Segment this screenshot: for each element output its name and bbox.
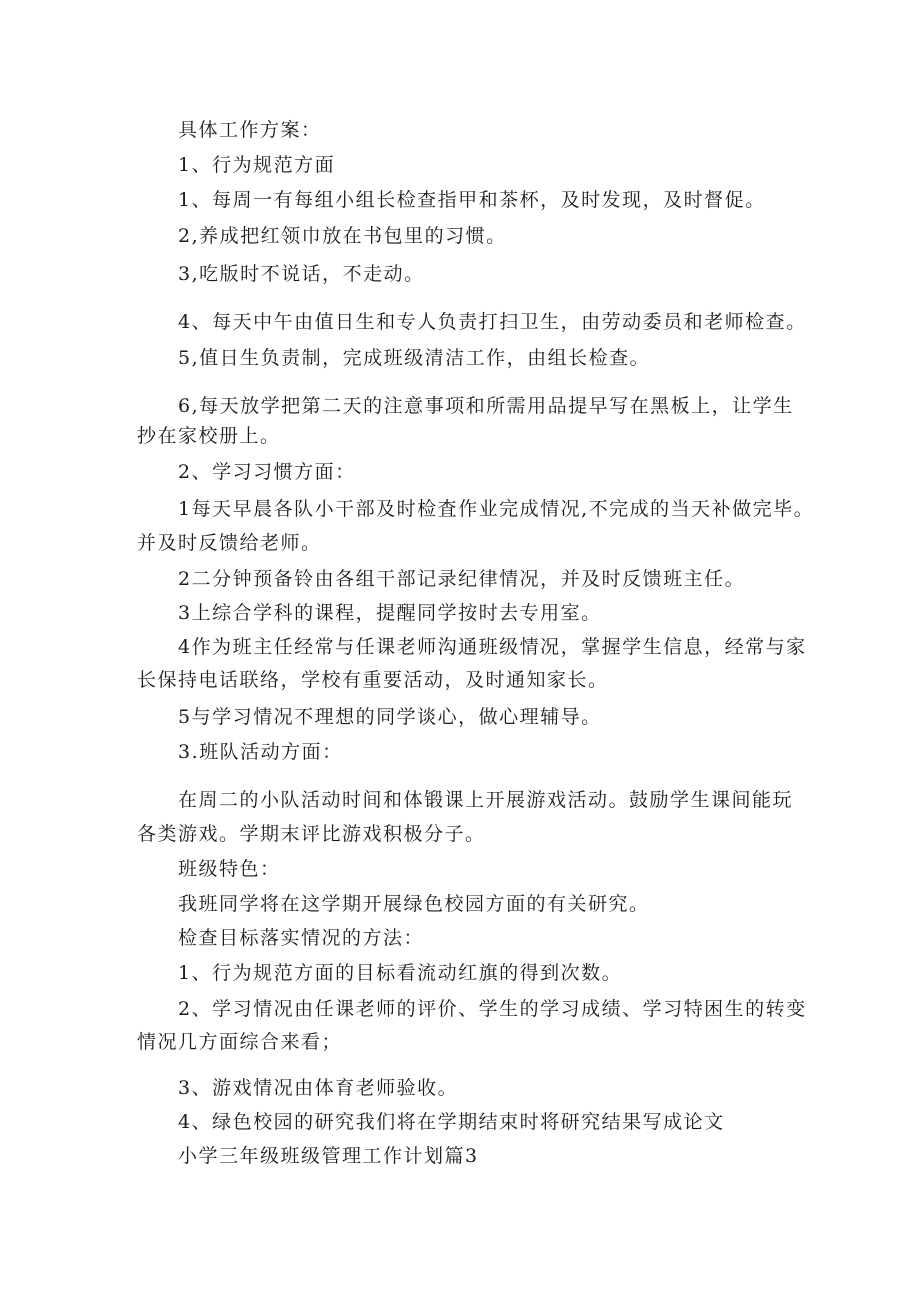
text-line: 5,值日生负责制，完成班级清洁工作，由组长检查。 xyxy=(178,347,651,369)
text-line: 情况几方面综合来看； xyxy=(137,1031,343,1053)
text-line: 3,吃版时不说话，不走动。 xyxy=(178,263,425,285)
text-line: 具体工作方案： xyxy=(178,119,322,141)
text-line: 1、行为规范方面 xyxy=(178,154,336,176)
text-line: 2、学习习惯方面： xyxy=(178,461,356,483)
text-line: 2、学习情况由任课老师的评价、学生的学习成绩、学习特困生的转变 xyxy=(178,998,807,1020)
text-line: 3.班队活动方面： xyxy=(178,741,343,763)
text-line: 2,养成把红领巾放在书包里的习惯。 xyxy=(178,225,507,247)
text-line: 3、游戏情况由体育老师验收。 xyxy=(178,1077,459,1099)
text-line: 检查目标落实情况的方法： xyxy=(178,927,425,949)
text-line: 5与学习情况不理想的同学谈心，做心理辅导。 xyxy=(178,706,602,728)
text-line: 4、每天中午由值日生和专人负责打扫卫生，由劳动委员和老师检查。 xyxy=(178,311,807,333)
text-line: 1每天早晨各队小干部及时检査作业完成情况,不完成的当天补做完毕。 xyxy=(178,498,815,520)
text-line: 1、每周一有每组小组长检查指甲和茶杯，及时发现，及时督促。 xyxy=(178,189,766,211)
text-line: 1、行为规范方面的目标看流动红旗的得到次数。 xyxy=(178,962,623,984)
text-line: 各类游戏。学期末评比游戏积极分子。 xyxy=(137,823,486,845)
text-line: 4、绿色校园的研究我们将在学期结束时将研究结果写成论文 xyxy=(178,1111,725,1133)
text-line: 6,每天放学把第二天的注意事项和所需用品提早写在黑板上，让学生 xyxy=(178,395,794,417)
text-line: 3上综合学科的课程，提醒同学按时去专用室。 xyxy=(178,602,602,624)
text-line: 在周二的小队活动时间和体锻课上开展游戏活动。鼓励学生课间能玩 xyxy=(178,789,794,811)
text-line: 班级特色： xyxy=(178,858,281,880)
text-line: 我班同学将在这学期开展绿色校园方面的有关研究。 xyxy=(178,893,650,915)
text-line: 并及时反馈给老师。 xyxy=(137,532,322,554)
text-line: 4作为班主任经常与任课老师沟通班级情况，掌握学生信息，经常与家 xyxy=(178,636,807,658)
text-line: 抄在家校册上。 xyxy=(137,425,281,447)
text-line: 长保持电话联络，学校有重要活动，及时通知家长。 xyxy=(137,669,609,691)
text-line: 小学三年级班级管理工作计划篇3 xyxy=(178,1145,479,1167)
text-line: 2二分钟预备铃由各组干部记录纪律情况，并及时反馈班主任。 xyxy=(178,568,746,590)
